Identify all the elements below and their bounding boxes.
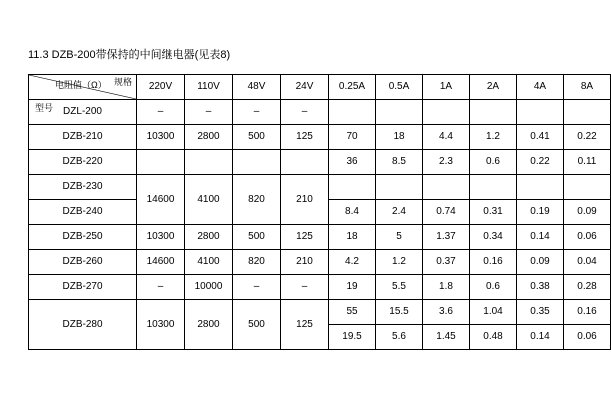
row-model-label: DZB-280 bbox=[29, 300, 137, 350]
cell-current-empty bbox=[423, 175, 470, 200]
cell-current-empty bbox=[470, 100, 517, 125]
cell-current: 18 bbox=[376, 125, 423, 150]
cell-current: 5.5 bbox=[376, 275, 423, 300]
table-row bbox=[29, 175, 611, 200]
cell-voltage-merged: 820 bbox=[233, 175, 281, 225]
table-row bbox=[29, 225, 611, 250]
cell-current-empty bbox=[329, 100, 376, 125]
cell-voltage: – bbox=[137, 275, 185, 300]
cell-current: 0.11 bbox=[564, 150, 611, 175]
cell-current: 0.48 bbox=[470, 325, 517, 350]
cell-current: 4.2 bbox=[329, 250, 376, 275]
cell-current: 1.45 bbox=[423, 325, 470, 350]
column-header-4a: 4A bbox=[517, 75, 564, 100]
table-row bbox=[29, 150, 611, 175]
cell-voltage: 2800 bbox=[185, 125, 233, 150]
page-title: 11.3 DZB-200带保持的中间继电器(见表8) bbox=[28, 49, 231, 61]
row-model-label: DZB-230 bbox=[29, 175, 137, 200]
cell-current-empty bbox=[564, 100, 611, 125]
cell-voltage: 4100 bbox=[185, 250, 233, 275]
cell-current-empty bbox=[376, 175, 423, 200]
column-header-0-25a: 0.25A bbox=[329, 75, 376, 100]
cell-voltage: – bbox=[281, 100, 329, 125]
cell-voltage: 10300 bbox=[137, 225, 185, 250]
cell-voltage-merged: 125 bbox=[281, 300, 329, 350]
cell-voltage: – bbox=[233, 100, 281, 125]
cell-current: 18 bbox=[329, 225, 376, 250]
row-model-label: DZB-260 bbox=[29, 250, 137, 275]
cell-voltage-merged: 10300 bbox=[137, 300, 185, 350]
table-row bbox=[29, 100, 611, 125]
cell-current: 70 bbox=[329, 125, 376, 150]
corner-spec-label: 规格 bbox=[113, 77, 132, 87]
cell-current: 0.14 bbox=[517, 325, 564, 350]
cell-current: 0.06 bbox=[564, 325, 611, 350]
cell-current: 0.34 bbox=[470, 225, 517, 250]
cell-current: 0.37 bbox=[423, 250, 470, 275]
cell-current: 0.35 bbox=[517, 300, 564, 325]
cell-current: 36 bbox=[329, 150, 376, 175]
cell-voltage-empty bbox=[233, 150, 281, 175]
cell-voltage: – bbox=[233, 275, 281, 300]
row-model-label: DZB-270 bbox=[29, 275, 137, 300]
table-row bbox=[29, 300, 611, 325]
cell-current: 8.4 bbox=[329, 200, 376, 225]
corner-model-label: 型号 bbox=[35, 103, 54, 113]
corner-resistance-label: 电阻值（Ω） bbox=[55, 80, 107, 90]
row-model-label: DZB-220 bbox=[29, 150, 137, 175]
column-header-110v: 110V bbox=[185, 75, 233, 100]
cell-current: 15.5 bbox=[376, 300, 423, 325]
cell-current: 8.5 bbox=[376, 150, 423, 175]
table-row bbox=[29, 125, 611, 150]
cell-voltage: – bbox=[137, 100, 185, 125]
cell-current: 0.28 bbox=[564, 275, 611, 300]
cell-current: 0.06 bbox=[564, 225, 611, 250]
cell-voltage-merged: 2800 bbox=[185, 300, 233, 350]
cell-current: 0.41 bbox=[517, 125, 564, 150]
column-header-2a: 2A bbox=[470, 75, 517, 100]
cell-current: 0.22 bbox=[564, 125, 611, 150]
column-header-0-5a: 0.5A bbox=[376, 75, 423, 100]
cell-voltage: 10300 bbox=[137, 125, 185, 150]
cell-voltage: 500 bbox=[233, 125, 281, 150]
cell-current: 1.37 bbox=[423, 225, 470, 250]
row-model-label: DZB-240 bbox=[29, 200, 137, 225]
cell-current: 0.16 bbox=[564, 300, 611, 325]
cell-voltage-merged: 500 bbox=[233, 300, 281, 350]
cell-current-empty bbox=[329, 175, 376, 200]
cell-current: 1.8 bbox=[423, 275, 470, 300]
cell-current: 0.38 bbox=[517, 275, 564, 300]
column-header-24v: 24V bbox=[281, 75, 329, 100]
cell-voltage-empty bbox=[185, 150, 233, 175]
cell-current-empty bbox=[517, 175, 564, 200]
cell-current: 0.74 bbox=[423, 200, 470, 225]
cell-current: 1.2 bbox=[376, 250, 423, 275]
cell-current-empty bbox=[517, 100, 564, 125]
cell-current-empty bbox=[423, 100, 470, 125]
cell-voltage-merged: 210 bbox=[281, 175, 329, 225]
cell-voltage: 125 bbox=[281, 125, 329, 150]
column-header-8a: 8A bbox=[564, 75, 611, 100]
cell-current: 4.4 bbox=[423, 125, 470, 150]
cell-voltage: 210 bbox=[281, 250, 329, 275]
cell-current: 3.6 bbox=[423, 300, 470, 325]
cell-voltage: – bbox=[281, 275, 329, 300]
cell-voltage: 125 bbox=[281, 225, 329, 250]
cell-voltage: – bbox=[185, 100, 233, 125]
cell-current: 55 bbox=[329, 300, 376, 325]
cell-current: 19 bbox=[329, 275, 376, 300]
column-header-220v: 220V bbox=[137, 75, 185, 100]
cell-current: 1.2 bbox=[470, 125, 517, 150]
cell-current: 1.04 bbox=[470, 300, 517, 325]
cell-voltage: 820 bbox=[233, 250, 281, 275]
cell-current: 5.6 bbox=[376, 325, 423, 350]
spec-table-container bbox=[28, 74, 597, 350]
column-header-1a: 1A bbox=[423, 75, 470, 100]
row-model-label: DZL-200 bbox=[29, 100, 137, 125]
cell-current-empty bbox=[376, 100, 423, 125]
cell-current: 0.09 bbox=[517, 250, 564, 275]
cell-current-empty bbox=[470, 175, 517, 200]
table-row bbox=[29, 250, 611, 275]
row-model-label: DZB-250 bbox=[29, 225, 137, 250]
cell-voltage-empty bbox=[137, 150, 185, 175]
cell-current: 0.14 bbox=[517, 225, 564, 250]
cell-current: 5 bbox=[376, 225, 423, 250]
cell-voltage: 10000 bbox=[185, 275, 233, 300]
relay-spec-table bbox=[28, 74, 611, 350]
cell-voltage-empty bbox=[281, 150, 329, 175]
cell-voltage: 2800 bbox=[185, 225, 233, 250]
cell-voltage-merged: 14600 bbox=[137, 175, 185, 225]
cell-voltage: 500 bbox=[233, 225, 281, 250]
cell-voltage: 14600 bbox=[137, 250, 185, 275]
cell-current-empty bbox=[564, 175, 611, 200]
cell-current: 0.09 bbox=[564, 200, 611, 225]
cell-voltage-merged: 4100 bbox=[185, 175, 233, 225]
cell-current: 0.04 bbox=[564, 250, 611, 275]
cell-current: 0.6 bbox=[470, 150, 517, 175]
cell-current: 0.16 bbox=[470, 250, 517, 275]
table-header-row bbox=[29, 75, 611, 100]
cell-current: 19.5 bbox=[329, 325, 376, 350]
cell-current: 2.3 bbox=[423, 150, 470, 175]
table-row bbox=[29, 275, 611, 300]
column-header-48v: 48V bbox=[233, 75, 281, 100]
cell-current: 0.6 bbox=[470, 275, 517, 300]
cell-current: 0.22 bbox=[517, 150, 564, 175]
row-model-label: DZB-210 bbox=[29, 125, 137, 150]
cell-current: 2.4 bbox=[376, 200, 423, 225]
cell-current: 0.31 bbox=[470, 200, 517, 225]
cell-current: 0.19 bbox=[517, 200, 564, 225]
